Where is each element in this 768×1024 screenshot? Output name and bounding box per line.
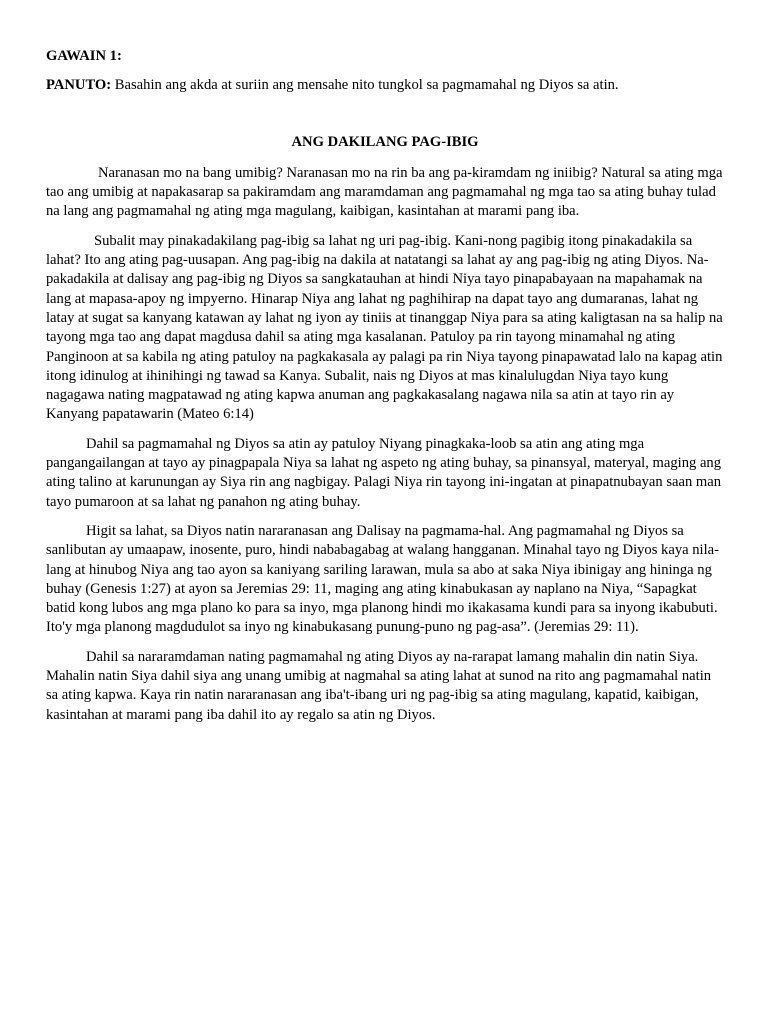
instruction-text: Basahin ang akda at suriin ang mensahe nito tungkol sa pagmamahal ng Diyos sa atin. (111, 77, 619, 94)
story-title: ANG DAKILANG PAG-IBIG (291, 133, 479, 150)
body-paragraph: Naranasan mo na bang umibig? Naranasan mo na rin ba ang pa-kiramdam ng iniibig? Natural sa ating mga tao ang umibig at napakasarap sa pakiramdam ang maramdaman ang pagmamahal ng mga tao sa ating buhay tulad na lang ang pagmamahal ng ating mga magulang, kaibigan, kasintahan at marami pang iba. (46, 164, 723, 220)
document-page (46, 47, 724, 725)
body-paragraph: Dahil sa pagmamahal ng Diyos sa atin ay patuloy Niyang pinagkaka-loob sa atin ang ating mga pangangailangan at tayo ay pinagpapala Niya sa lahat ng aspeto ng ating buhay, sa pinansyal, materyal, maging ang ating talino at karunungan ay Siya rin ang nagbigay. Palagi Niya rin tayong ini-ingatan at pinapatnubayan saan man tayo pumaroon at sa lahat ng panahon ng ating buhay. (46, 435, 722, 510)
instruction (46, 76, 724, 95)
body-paragraph: Dahil sa nararamdaman nating pagmamahal ng ating Diyos ay na-rarapat lamang mahalin din natin Siya. Mahalin natin Siya dahil siya ang unang umibig at nagmahal sa ating lahat at sunod na rito ang pagmamahal natin sa ating kapwa. Kaya rin natin nararanasan ang iba't-ibang uri ng pag-ibig sa ating magulang, kapatid, kaibigan, kasintahan at marami pang iba dahil ito ay regalo sa atin ng Diyos. (46, 648, 712, 723)
body-paragraph: Subalit may pinakadakilang pag-ibig sa lahat ng uri pag-ibig. Kani-nong pagibig itong pinakadakila sa lahat? Ito ang ating pag-uusapan. Ang pag-ibig na dakila at natatangi sa lahat ay ang pag-ibig ng ating Diyos. Na-pakadakila at dalisay ang pag-ibig ng Diyos sa sangkatauhan at hindi Niya tayo pinapabayaan na mapahamak na lang at mapasa-apoy ng impyerno. Hinarap Niya ang lahat ng paghihirap na dapat tayo ang dumaranas, lahat ng latay at sugat sa kanyang katawan ay lahat ng iyon ay tiniis at tinanggap Niya para sa ating kaligtasan na sa halip na tayong mga tao ang dapat magdusa dahil sa ating mga kasalanan. Patuloy pa rin tayong minamahal ng ating Panginoon at sa kabila ng ating patuloy na pagkakasala ay palagi pa rin Niya tayong pinapawatad lalo na kapag atin itong idinulog at ihinihingi ng tawad sa Kanya. Subalit, nais ng Diyos at mas kinalulugdan Niya tayo kung nagagawa nating magpatawad ng ating kapwa anuman ang pagkakasalang nagawa nila sa atin at tayo rin ay Kanyang papatawarin (Mateo 6:14) (46, 232, 723, 423)
activity-heading: GAWAIN 1: (46, 48, 122, 64)
body-paragraph: Higit sa lahat, sa Diyos natin nararanasan ang Dalisay na pagmama-hal. Ang pagmamahal ng Diyos sa sanlibutan ay umaapaw, inosente, puro, hindi nababagabag at walang hangganan. Minahal tayo ng Diyos kaya nila-lang at hinubog Niya ang tao ayon sa kaniyang sariling larawan, mula sa abo at saka Niya ibinigay ang hininga ng buhay (Genesis 1:27) at ayon sa Jeremias 29: 11, maging ang ating kinabukasan ay naplano na Niya, “Sapagkat batid kong lubos ang mga plano ko para sa inyo, mga planong hindi mo ikakasama kundi para sa inyong ikabubuti. Ito'y mga planong magdudulot sa inyo ng kinabukasang punung-puno ng pag-asa”. (Jeremias 29: 11). (46, 522, 720, 636)
instruction-label: PANUTO: (46, 77, 112, 94)
